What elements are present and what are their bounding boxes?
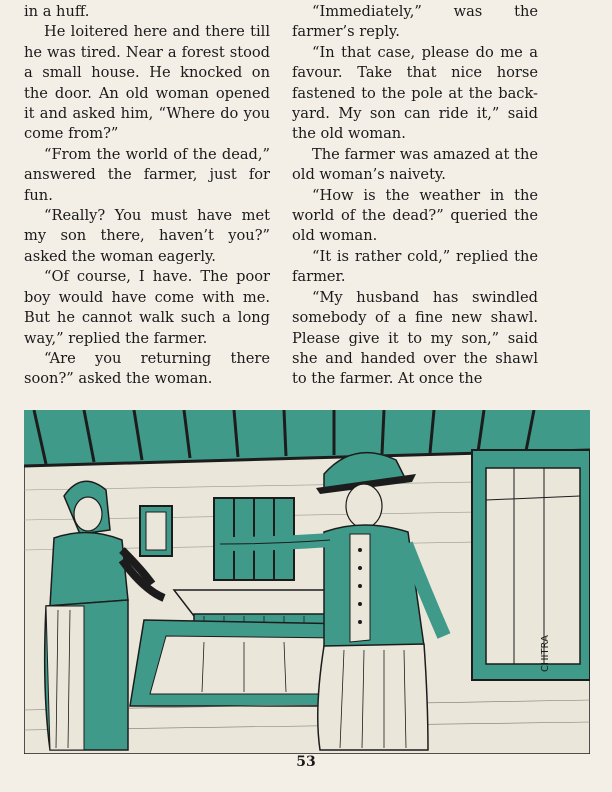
paragraph: “How is the weather in the world of the dead?” queried the old woman. (292, 186, 538, 245)
text-column-left (24, 2, 270, 390)
paragraph: “My husband has swindled somebody of a fine new shawl. Please give it to my son,” said she and handed over the shawl to the farmer. At once the (292, 288, 538, 388)
artist-signature: CHITRA (540, 635, 551, 672)
paragraph: “Of course, I have. The poor boy would have come with me. But he cannot walk such a long way,” replied the farmer. (24, 268, 270, 347)
page-number: 53 (296, 754, 316, 770)
paragraph: in a huff. (24, 3, 90, 20)
paragraph: The farmer was amazed at the old woman’s naivety. (292, 145, 538, 184)
paragraph: “It is rather cold,” replied the farmer. (292, 247, 538, 286)
paragraph: “Are you returning there soon?” asked the woman. (24, 349, 270, 388)
paragraph: “Really? You must have met my son there, haven’t you?” asked the woman eagerly. (24, 207, 270, 265)
paragraph: “From the world of the dead,” answered the farmer, just for fun. (24, 145, 270, 204)
paragraph: “In that case, please do me a favour. Take that nice horse fastened to the pole at the back-yard. My son can ride it,” said the old woman. (292, 43, 538, 143)
story-illustration (24, 410, 590, 754)
paragraph: He loitered here and there till he was tired. Near a forest stood a small house. He knocked on the door. An old woman opened it and asked him, “Where do you come from?” (24, 23, 270, 143)
paragraph: “Immediately,” was the farmer’s reply. (292, 3, 538, 41)
text-column-right (292, 2, 538, 390)
